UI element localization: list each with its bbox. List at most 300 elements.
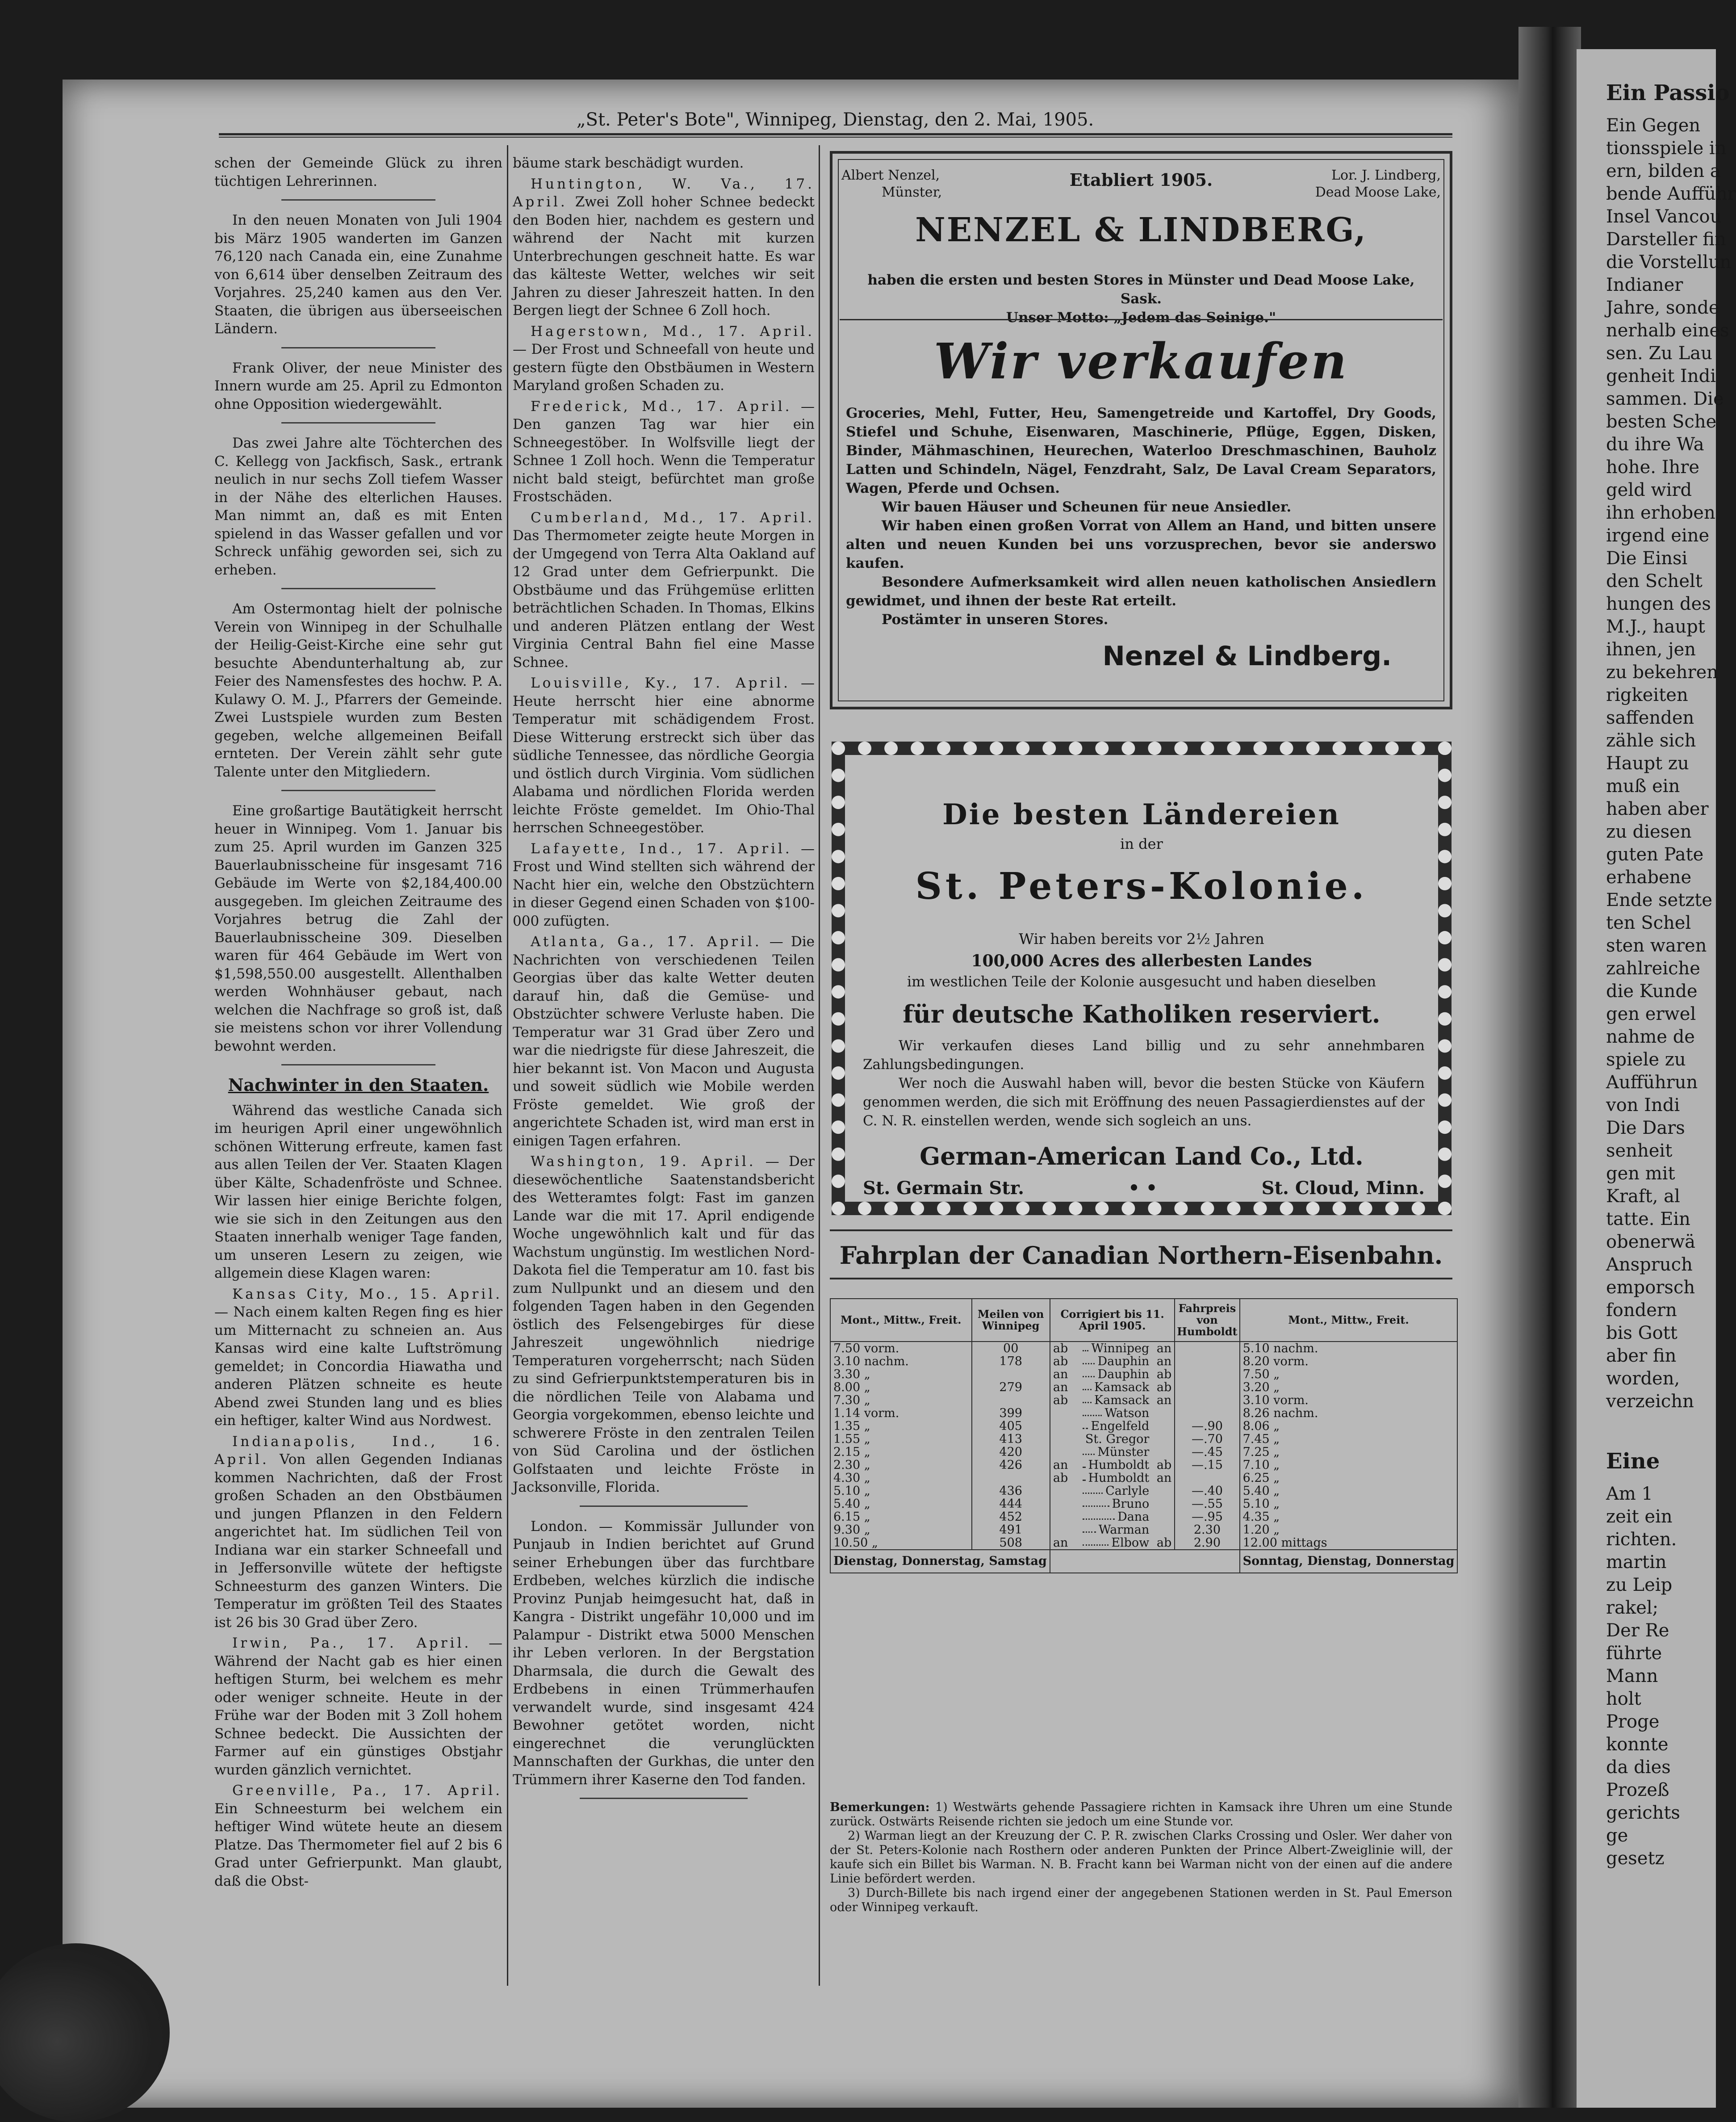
leader-dots (1083, 1459, 1086, 1468)
ad-text: Besondere Aufmerksamkeit wird allen neuen katholischen Ansiedlern gewidmet, und ihnen der beste Rat erteilt. (846, 574, 1436, 609)
adjacent-page-line: Mann (1606, 1666, 1658, 1686)
station-cell (1050, 1342, 1175, 1355)
miles: 491 (972, 1523, 1050, 1536)
leader-dots (1083, 1342, 1089, 1351)
article-separator (281, 1064, 435, 1065)
station-direction-to: ab (1156, 1367, 1172, 1381)
leader-dots (1083, 1407, 1102, 1416)
fare (1175, 1355, 1239, 1368)
table-row (830, 1433, 1457, 1446)
table-row (830, 1472, 1457, 1485)
adjacent-page-line: emporsch (1606, 1277, 1695, 1298)
adjacent-page-line: den Schelt (1606, 571, 1703, 591)
table-row (830, 1355, 1457, 1368)
station-direction-to (1149, 1420, 1171, 1433)
column-rule-2 (819, 145, 820, 1986)
partner-place: Dead Moose Lake, (1315, 185, 1441, 200)
note-1: 1) Westwärts gehende Passagiere richten in Kamsack ihre Uhren um eine Stunde zurück. Ostwärts Reisende richten sie jedoch um eine Stunde vor. (830, 1800, 1452, 1828)
station-direction-to: ab (1156, 1536, 1172, 1550)
fare: —.45 (1175, 1446, 1239, 1459)
dateline: Kansas City, Mo., 15. April. (232, 1286, 502, 1302)
fare: 2.30 (1175, 1523, 1239, 1536)
arrival-time: 7.10 „ (1240, 1459, 1458, 1472)
miles: 279 (972, 1381, 1050, 1394)
col-header-miles: Meilen von Winnipeg (972, 1299, 1050, 1342)
leader-dots (1083, 1394, 1092, 1403)
adjacent-page-line: ihn erhoben (1606, 503, 1715, 523)
station-name: Winnipeg (1091, 1342, 1150, 1355)
arrival-time: 3.20 „ (1240, 1381, 1458, 1394)
adjacent-page-line: zeit ein (1606, 1506, 1673, 1527)
miles (972, 1368, 1050, 1381)
ad-product-list: Groceries, Mehl, Futter, Heu, Samengetreide und Kartoffel, Dry Goods, Stiefel und Schuhe, Eisenwaren, Maschinerie, Pflüge, Eggen, Disken, Binder, Mähmaschinen, Heurechen, Waterloo Dreschmaschinen, Bauholz Latten und Schindeln, Nägel, Fenzdraht, Salz, De Laval Cream Separators, Wagen, Pferde und Ochsen. (846, 405, 1436, 496)
station-cell (1050, 1433, 1175, 1446)
fare: —.55 (1175, 1497, 1239, 1510)
station-direction-to: an (1156, 1355, 1172, 1368)
station-direction-from (1053, 1433, 1080, 1446)
adjacent-page-line: Aufführun (1606, 1072, 1698, 1093)
dateline: Lafayette, Ind., 17. April. (531, 840, 792, 857)
station-direction-to (1149, 1485, 1171, 1497)
adjacent-page-line: erhabene (1606, 867, 1692, 888)
timetable (830, 1298, 1458, 1573)
table-row (830, 1523, 1457, 1536)
dateline: Washington, 19. April. (531, 1153, 756, 1170)
dateline: Huntington, W. Va., 17. April. (513, 176, 815, 210)
partner-place: Münster, (882, 185, 942, 200)
station-direction-from: ab (1053, 1393, 1068, 1407)
adjacent-page-line: hungen des (1606, 594, 1711, 614)
station-direction-to: an (1156, 1342, 1172, 1355)
adjacent-page-line: Kraft, al (1606, 1186, 1680, 1207)
miles: 452 (972, 1510, 1050, 1523)
station-name: Carlyle (1105, 1484, 1150, 1498)
article-separator (580, 1506, 748, 1507)
station-direction-to (1149, 1497, 1171, 1510)
adjacent-page-line: Jahre, sonde (1606, 298, 1719, 318)
station-name: Elbow (1111, 1536, 1150, 1550)
ad-subtitle-line: haben die ersten und besten Stores in Münster und Dead Moose Lake, Sask. (867, 272, 1415, 307)
arrival-time: 1.20 „ (1240, 1523, 1458, 1536)
arrival-time: 3.10 vorm. (1240, 1394, 1458, 1407)
dateline: Atlanta, Ga., 17. April. (531, 934, 762, 950)
arrival-time: 5.10 nachm. (1240, 1342, 1458, 1355)
station-name: Dana (1117, 1510, 1150, 1524)
station-name: Humboldt (1088, 1458, 1150, 1472)
article-paragraph (214, 1634, 502, 1779)
adjacent-page-line: rakel; (1606, 1598, 1659, 1618)
col-header-fare: Fahrpreis von Humboldt (1175, 1299, 1239, 1342)
station-direction-to (1149, 1446, 1171, 1459)
adjacent-page-line: worden, (1606, 1368, 1680, 1389)
adjacent-page-line: zähle sich (1606, 730, 1696, 751)
notes-label: Bemerkungen: (830, 1800, 930, 1814)
leader-dots (1083, 1368, 1095, 1377)
dateline-text: — Die Nachrichten von verschiedenen Teilen Georgias über das kalte Wetter deuten darauf hin, daß die Gemüse- und Obstzüchter schwere Verluste haben. Die Temperatur war 31 Grad über Zero und war die niedrigste für diese Jahreszeit, die hier bekannt ist. Von Macon und Augusta und soweit südlich wie Mobile werden Fröste gemeldet. Wie groß der angerichtete Schaden ist, wird man erst in einigen Tagen erfahren. (513, 934, 815, 1149)
station-cell (1050, 1368, 1175, 1381)
timetable-title: Fahrplan der Canadian Northern-Eisenbahn. (839, 1241, 1443, 1270)
dateline-text: — Der diesewöchentliche Saatenstandsbericht des Wetteramtes folgt: Fast im ganzen Lande war die mit 17. April endigende Woche ungewöhnlich kalt und für das Wachstum ungünstig. Im westlichen Nord-Dakota fiel die Temperatur am 10. fast bis zum Nullpunkt und an diesem und den folgenden Tagen haben in den Gegenden östlich des Felsengebirges für diese Jahreszeit ungewöhnlich niedrige Temperaturen vorgeherrscht; nach Süden zu sind Gefrierpunktstemperaturen bis in die nördlichen Teile von Alabama und Georgia vorgekommen, ebenso leichte und schwerere Fröste in den zentralen Teilen von Süd Carolina und der östlichen Golfstaaten und leichte Fröste in Jacksonville, Florida. (513, 1153, 815, 1495)
adjacent-page-line: ten Schel (1606, 913, 1691, 933)
adjacent-page-title-2: Eine (1606, 1449, 1660, 1474)
ad-text: Wir haben einen großen Vorrat von Allem an Hand, und bitten unsere alten und neuen Kunden bei uns vorzusprechen, bevor sie anderswo kaufen. (846, 518, 1436, 571)
adjacent-page-line: guten Pate (1606, 844, 1704, 865)
departure-time: 1.55 „ (830, 1433, 972, 1446)
miles: 399 (972, 1407, 1050, 1420)
ad-text: Wir verkaufen dieses Land billig und zu sehr annehmbaren Zahlungsbedingungen. (863, 1038, 1425, 1073)
station-cell (1050, 1394, 1175, 1407)
adjacent-page-line: haben aber (1606, 799, 1709, 819)
station-name: St. Gregor (1085, 1432, 1150, 1446)
fare: —.15 (1175, 1459, 1239, 1472)
ad-land-company (832, 742, 1452, 1215)
table-row (830, 1446, 1457, 1459)
article-paragraph: In den neuen Monaten von Juli 1904 bis März 1905 wanderten im Ganzen 76,120 nach Canada ein, eine Zunahme von 6,614 über denselben Zeitraum des Vorjahres. 25,240 kamen aus den Ver. Staaten, die übrigen aus überseeischen Ländern. (214, 212, 502, 337)
adjacent-page-line: sammen. Die (1606, 389, 1724, 409)
adjacent-page-line: du ihre Wa (1606, 434, 1704, 455)
station-direction-to: ab (1156, 1380, 1172, 1394)
adjacent-page-line: obenerwä (1606, 1232, 1695, 1252)
timetable-notes (830, 1800, 1452, 1915)
dateline-text: Von allen Gegenden Indianas kommen Nachrichten, daß der Frost großen Schaden an den Obstbäumen und jungen Pflanzen in den Feldern angerichtet hat. Im südlichen Teil von Indiana war ein starker Schneefall und in Jeffersonville wütete der heftigste Schneesturm des ganzen Winters. Die Temperatur im größten Teil des Staates ist 26 bis 30 Grad über Zero. (214, 1451, 502, 1631)
article-paragraph: schen der Gemeinde Glück zu ihren tüchtigen Lehrerinnen. (214, 155, 502, 189)
adjacent-page-line: martin (1606, 1552, 1667, 1573)
miles: 413 (972, 1433, 1050, 1446)
table-row (830, 1381, 1457, 1394)
station-direction-from: ab (1053, 1355, 1068, 1368)
ad-signature: Nenzel & Lindberg. (1102, 641, 1392, 672)
table-row (830, 1510, 1457, 1523)
adjacent-page-line: die Vorstellun (1606, 252, 1732, 273)
adjacent-page-line: nahme de (1606, 1027, 1695, 1047)
adjacent-page-line: zu diesen (1606, 822, 1692, 842)
article-heading: Nachwinter in den Staaten. (228, 1075, 489, 1095)
fare (1175, 1368, 1239, 1381)
partner-name: Albert Nenzel, (841, 168, 940, 183)
table-row (830, 1420, 1457, 1433)
station-cell (1050, 1536, 1175, 1550)
adjacent-page-line: Anspruch (1606, 1254, 1693, 1275)
leader-dots (1083, 1510, 1115, 1520)
adjacent-page-line: richten. (1606, 1529, 1677, 1550)
dateline: Indianapolis, Ind., 16. April. (214, 1433, 502, 1468)
adjacent-page-line: M.J., haupt (1606, 616, 1705, 637)
adjacent-page-line: tionsspiele in (1606, 138, 1727, 159)
adjacent-page-line: gesetz (1606, 1848, 1665, 1869)
table-row (830, 1342, 1457, 1355)
masthead-rule (219, 133, 1452, 135)
ad-nenzel-lindberg (830, 151, 1452, 709)
miles: 426 (972, 1459, 1050, 1472)
article-paragraph: Am Ostermontag hielt der polnische Verein von Winnipeg in der Schulhalle der Heilig-Geist-Kirche eine sehr gut besuchte Abendunterhaltung ab, zur Feier des Namensfestes des hochw. P. A. Kulawy O. M. J., Pfarrers der Gemeinde. Zwei Lustspiele wurden zum Besten gegeben, welche allgemeinen Beifall ernteten. Der Verein zählt sehr gute Talente unter den Mitgliedern. (214, 601, 502, 780)
adjacent-page-title: Ein Passio (1606, 80, 1730, 105)
adjacent-page-line: aber fin (1606, 1346, 1677, 1366)
article-separator (580, 1798, 748, 1799)
adjacent-page-line: verzeichn (1606, 1391, 1694, 1412)
adjacent-page-line: muß ein (1606, 776, 1680, 797)
article-paragraph: Das zwei Jahre alte Töchterchen des C. Kellegg von Jackfisch, Sask., ertrank neulich in nur sechs Zoll tiefem Wasser in der Nähe des elterlichen Hauses. Man nimmt an, daß es mit Enten spielend in das Wasser gefallen und vor Schreck unfähig geworden sei, sich zu erheben. (214, 435, 502, 578)
article-paragraph (513, 674, 815, 837)
dateline-text: Zwei Zoll hoher Schnee bedeckt den Boden hier, nachdem es gestern und während der Nacht mit kurzen Unterbrechungen geschneit hatte. Es war das kälteste Wetter, welches wir seit Jahren zu dieser Jahreszeit hatten. In den Bergen liegt der Schnee 6 Zoll hoch. (513, 194, 815, 319)
fare (1175, 1407, 1239, 1420)
arrival-time: 5.10 „ (1240, 1497, 1458, 1510)
leader-dots (1083, 1497, 1109, 1507)
article-paragraph: Während das westliche Canada sich im heurigen April einer ungewöhnlich schönen Witterung erfreute, kamen fast aus allen Teilen der Ver. Staaten Klagen über Kälte, Schadenfröste und Schnee. Wir lassen hier einige Berichte folgen, wie sie sich in den Zeitungen aus den Staaten innerhalb weniger Tage fanden, um unseren Lesern zu zeigen, wie allgemein diese Klagen waren: (214, 1102, 502, 1281)
ad-firm-name: NENZEL & LINDBERG, (915, 211, 1367, 249)
station-direction-from (1053, 1407, 1080, 1420)
address-dots: • • (1128, 1178, 1158, 1199)
arrival-time: 7.25 „ (1240, 1446, 1458, 1459)
adjacent-page-line: führte (1606, 1643, 1662, 1664)
ad-text-bold: 100,000 Acres des allerbesten Landes (971, 952, 1312, 970)
station-cell (1050, 1459, 1175, 1472)
adjacent-page-line: da dies (1606, 1757, 1671, 1778)
adjacent-page-line: hohe. Ihre (1606, 457, 1700, 478)
article-paragraph (513, 1153, 815, 1497)
table-footer-row (830, 1550, 1457, 1573)
adjacent-page-line: ern, bilden a (1606, 161, 1721, 181)
adjacent-page-line: ihnen, jen (1606, 639, 1696, 660)
adjacent-page-line: Proge (1606, 1711, 1660, 1732)
station-name: Bruno (1112, 1497, 1150, 1511)
table-row (830, 1497, 1457, 1510)
column-2 (513, 154, 815, 1981)
arrival-time: 7.50 „ (1240, 1368, 1458, 1381)
leader-dots (1083, 1446, 1095, 1455)
departure-time: 10.50 „ (830, 1536, 972, 1550)
col-header-arrival: Mont., Mittw., Freit. (1240, 1299, 1458, 1342)
adjacent-page-line: senheit (1606, 1141, 1673, 1161)
adjacent-page-text (1577, 114, 1736, 1413)
adjacent-page-line: ge (1606, 1825, 1628, 1846)
dateline-text: — Während der Nacht gab es hier einen heftigen Sturm, bei welchem es mehr oder weniger schneite. Heute in der Frühe war der Boden mit 3 Zoll hohem Schnee bedeckt. Die Aussichten der Farmer auf ein günstiges Obstjahr wurden gänzlich vernichtet. (214, 1635, 502, 1778)
miles: 00 (972, 1342, 1050, 1355)
timetable-title-rule (830, 1278, 1452, 1279)
miles (972, 1394, 1050, 1407)
leader-dots (1083, 1485, 1103, 1494)
dateline-text: — Frost und Wind stellten sich während der Nacht hier ein, welche den Obstzüchtern in dieser Gegend einen Schaden von $100-000 zufügten. (513, 840, 815, 929)
station-name: Kamsack (1094, 1393, 1150, 1407)
station-direction-from: ab (1053, 1342, 1068, 1355)
arrival-time: 8.06 „ (1240, 1420, 1458, 1433)
station-cell (1050, 1407, 1175, 1420)
dateline: Cumberland, Md., 17. April. (531, 509, 815, 526)
ad-title: Die besten Ländereien (942, 798, 1341, 831)
adjacent-page-line: Am 1 (1606, 1484, 1653, 1504)
ad-text: im westlichen Teile der Kolonie ausgesucht und haben dieselben (907, 973, 1376, 990)
footer-days-left: Dienstag, Donnerstag, Samstag (830, 1550, 1050, 1573)
adjacent-page-line: zahlreiche (1606, 958, 1700, 979)
article-paragraph (214, 1285, 502, 1430)
dateline: Frederick, Md., 17. April. (531, 398, 792, 415)
ad-body (846, 404, 1436, 629)
arrival-time: 8.26 nachm. (1240, 1407, 1458, 1420)
arrival-time: 6.25 „ (1240, 1472, 1458, 1485)
miles: 178 (972, 1355, 1050, 1368)
station-cell (1050, 1381, 1175, 1394)
station-direction-from: ab (1053, 1471, 1068, 1485)
fare: 2.90 (1175, 1536, 1239, 1550)
station-direction-to: an (1156, 1393, 1172, 1407)
station-direction-from: an (1053, 1536, 1068, 1550)
station-direction-from: an (1053, 1380, 1068, 1394)
station-name: Engelfeld (1091, 1419, 1150, 1433)
article-paragraph (214, 1433, 502, 1632)
adjacent-page-line: tatte. Ein (1606, 1209, 1690, 1229)
station-direction-from (1053, 1420, 1080, 1433)
address-city: St. Cloud, Minn. (1261, 1178, 1425, 1199)
station-direction-to: ab (1156, 1458, 1172, 1472)
adjacent-page-line: irgend eine (1606, 525, 1710, 546)
adjacent-page-line: holt (1606, 1689, 1641, 1709)
adjacent-page-line: Darsteller fin (1606, 229, 1726, 250)
departure-time: 6.15 „ (830, 1510, 972, 1523)
adjacent-page-line: zu bekehren (1606, 662, 1719, 683)
article-paragraph (513, 175, 815, 320)
station-name: Watson (1104, 1406, 1150, 1420)
ad-divider (840, 319, 1443, 320)
table-row (830, 1394, 1457, 1407)
adjacent-page-line: Haupt zu (1606, 753, 1689, 774)
arrival-time: 7.45 „ (1240, 1433, 1458, 1446)
ad-firm-name: German-American Land Co., Ltd. (920, 1142, 1364, 1170)
dateline: Greenville, Pa., 17. April. (232, 1782, 502, 1799)
col-header-departure: Mont., Mittw., Freit. (830, 1299, 972, 1342)
arrival-time: 8.20 vorm. (1240, 1355, 1458, 1368)
adjacent-page-line: bende Aufführ (1606, 184, 1736, 204)
departure-time: 5.40 „ (830, 1497, 972, 1510)
departure-time: 5.10 „ (830, 1485, 972, 1497)
fare (1175, 1342, 1239, 1355)
address-street: St. Germain Str. (863, 1178, 1025, 1199)
station-cell (1050, 1472, 1175, 1485)
ad-title-small: in der (1120, 835, 1163, 852)
station-name: Münster (1097, 1445, 1150, 1459)
arrival-time: 4.35 „ (1240, 1510, 1458, 1523)
station-cell (1050, 1485, 1175, 1497)
station-cell (1050, 1510, 1175, 1523)
col-header-stations: Corrigiert bis 11. April 1905. (1050, 1299, 1175, 1342)
adjacent-page-line: geld wird (1606, 480, 1692, 500)
table-row (830, 1459, 1457, 1472)
ad-subheadline: für deutsche Katholiken reserviert. (903, 1000, 1380, 1028)
station-direction-from (1053, 1446, 1080, 1459)
adjacent-page-line: gen mit (1606, 1163, 1675, 1184)
adjacent-page (1577, 49, 1736, 2108)
adjacent-page-line: genheit Indi (1606, 366, 1716, 386)
adjacent-page-line: Insel Vancou (1606, 206, 1722, 227)
departure-time: 1.35 „ (830, 1420, 972, 1433)
article-paragraph (513, 509, 815, 672)
arrival-time: 12.00 mittags (1240, 1536, 1458, 1550)
departure-time: 2.15 „ (830, 1446, 972, 1459)
ad-motto: Unser Motto: „Jedem das Seinige." (1006, 310, 1276, 326)
adjacent-page-line: sten waren (1606, 935, 1707, 956)
dateline-text: — Nach einem kalten Regen fing es hier um Mitternacht zu schneien an. Aus Kansas wird eine kalte Luftströmung gemeldet; in Concordia Hiawatha und anderen Plätzen schneite es heute Abend zwei Stunden lang und es blies ein heftiger, kalter Wind aus Nordwest. (214, 1304, 502, 1429)
departure-time: 3.10 nachm. (830, 1355, 972, 1368)
fare: —.40 (1175, 1485, 1239, 1497)
ad-headline: Wir verkaufen (933, 332, 1349, 390)
table-row (830, 1536, 1457, 1550)
masthead-rule-thin (219, 137, 1452, 138)
article-paragraph: Eine großartige Bautätigkeit herrscht heuer in Winnipeg. Vom 1. Januar bis zum 25. April wurden im Ganzen 325 Bauerlaubnisscheine für insgesamt 716 Gebäude im Werte von $2,184,400.00 ausgegeben. Im gleichen Zeitraume des Vorjahres betrug die Zahl der Bauerlaubnisscheine 309. Dieselben waren für 464 Gebäude im Wert von $1,598,550.00 ausgestellt. Allenthalben werden Wohnhäuser gebaut, nach welchen die Nachfrage so groß ist, daß sie meistens schon vor ihrer Vollendung bewohnt werden. (214, 803, 502, 1054)
miles: 436 (972, 1485, 1050, 1497)
station-direction-from (1053, 1485, 1080, 1497)
station-direction-to: an (1156, 1471, 1172, 1485)
adjacent-page-line: gerichts (1606, 1803, 1680, 1823)
adjacent-page-line: Die Einsi (1606, 548, 1688, 569)
article-separator (281, 790, 435, 791)
timetable-top-rule (830, 1229, 1452, 1231)
fare (1175, 1381, 1239, 1394)
station-cell (1050, 1446, 1175, 1459)
departure-time: 9.30 „ (830, 1523, 972, 1536)
fare (1175, 1394, 1239, 1407)
ad-text: Wer noch die Auswahl haben will, bevor die besten Stücke von Käufern genommen werden, die sich mit Eröffnung des neuen Passagierdienstes auf der C. N. R. einstellen werden, wende sich sogleich an uns. (863, 1075, 1425, 1129)
station-name: Humboldt (1088, 1471, 1150, 1485)
adjacent-page-line: saffenden (1606, 708, 1694, 728)
station-direction-from (1053, 1497, 1080, 1510)
footer-empty (1050, 1550, 1240, 1573)
departure-time: 4.30 „ (830, 1472, 972, 1485)
arrival-time: 5.40 „ (1240, 1485, 1458, 1497)
article-paragraph: bäume stark beschädigt wurden. (513, 155, 744, 171)
adjacent-page-line: sen. Zu Lau (1606, 343, 1712, 364)
dateline-text: — Der Frost und Schneefall von heute und gestern fügte den Obstbäumen in Western Maryland großen Schaden zu. (513, 341, 815, 394)
adjacent-page-line: konnte (1606, 1734, 1669, 1755)
miles: 405 (972, 1420, 1050, 1433)
adjacent-page-line: spiele zu (1606, 1049, 1686, 1070)
station-direction-to (1149, 1523, 1171, 1536)
station-cell (1050, 1420, 1175, 1433)
station-direction-to (1149, 1407, 1171, 1420)
station-direction-from: an (1053, 1458, 1068, 1472)
ad-title-large: St. Peters-Kolonie. (915, 865, 1368, 908)
departure-time: 1.14 vorm. (830, 1407, 972, 1420)
station-cell (1050, 1355, 1175, 1368)
ad-text: Postämter in unseren Stores. (882, 612, 1109, 628)
departure-time: 7.50 vorm. (830, 1342, 972, 1355)
station-name: Dauphin (1097, 1355, 1150, 1368)
dateline-text: Das Thermometer zeigte heute Morgen in der Umgegend von Terra Alta Oakland auf 12 Grad unter dem Gefrierpunkt. Die Obstbäume und das Frühgemüse erlitten beträchtlichen Schaden. In Thomas, Elkins und anderen Plätzen entlang der West Virginia Central Bahn fiel eine Masse Schnee. (513, 528, 815, 671)
adjacent-page-line: Ein Gegen (1606, 115, 1701, 136)
fare (1175, 1472, 1239, 1485)
ad-body (863, 1036, 1425, 1130)
station-name: Warman (1098, 1523, 1150, 1537)
dateline: Irwin, Pa., 17. April. (232, 1635, 472, 1651)
dateline-text: — Den ganzen Tag war hier ein Schneegestöber. In Wolfsville liegt der Schnee 1 Zoll hoch. Wenn die Temperatur nicht bald steigt, befürchtet man große Frostschäden. (513, 398, 815, 505)
article-separator (281, 588, 435, 589)
adjacent-page-line: gen erwel (1606, 1004, 1696, 1024)
leader-dots (1083, 1536, 1109, 1546)
adjacent-page-line: fondern (1606, 1300, 1677, 1321)
station-name: Kamsack (1094, 1380, 1150, 1394)
miles: 508 (972, 1536, 1050, 1550)
adjacent-page-text-2 (1577, 1483, 1716, 1870)
adjacent-page-line: zu Leip (1606, 1575, 1673, 1595)
adjacent-page-line: nerhalb eines (1606, 320, 1729, 341)
fare: —.70 (1175, 1433, 1239, 1446)
dateline-text: — Heute herrscht hier eine abnorme Temperatur mit schädigendem Frost. Diese Witterung erstreckt sich über das südliche Tennessee, das nördliche Georgia und östlich durch Virginia. Vom südlichen Alabama und nördlichen Florida werden leichte Fröste gemeldet. Im Ohio-Thal herrschen Schneegestöber. (513, 675, 815, 836)
departure-time: 7.30 „ (830, 1394, 972, 1407)
station-name: Dauphin (1097, 1367, 1150, 1381)
miles (972, 1472, 1050, 1485)
column-rule-1 (507, 145, 508, 1986)
departure-time: 3.30 „ (830, 1368, 972, 1381)
ad-established: Etabliert 1905. (1069, 170, 1213, 190)
departure-time: 2.30 „ (830, 1459, 972, 1472)
book-gutter (1518, 27, 1581, 2108)
